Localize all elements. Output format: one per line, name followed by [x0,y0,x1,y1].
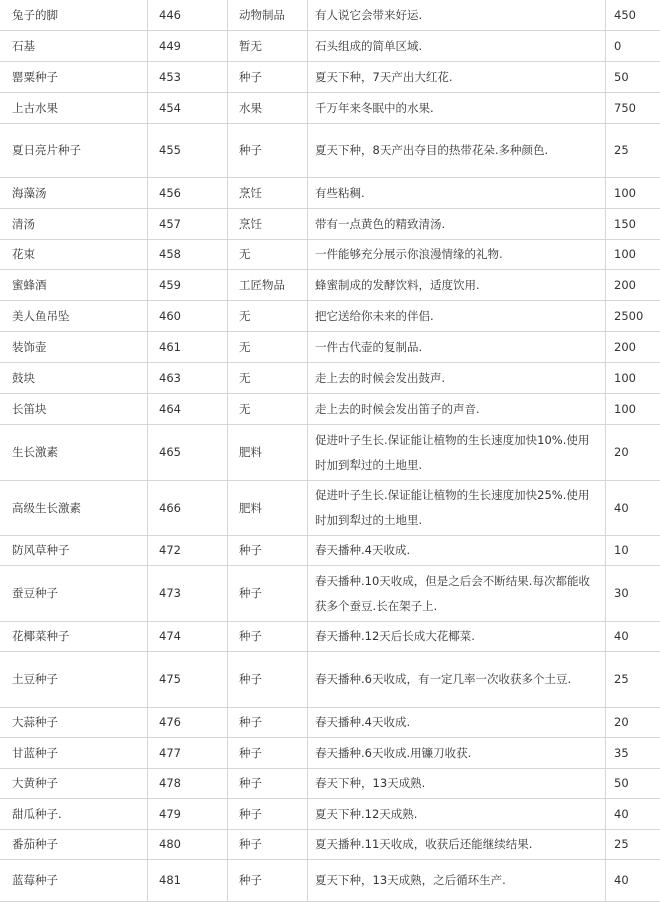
item-name-cell: 蜜蜂酒 [0,270,148,301]
item-description-cell: 春天播种.6天收成.用镰刀收获. [308,738,606,769]
item-category-cell: 种子 [228,738,308,769]
item-id-cell: 446 [148,0,228,31]
table-row [0,769,660,799]
item-category-cell: 种子 [228,708,308,738]
table-row [0,93,660,124]
item-category-cell: 肥料 [228,481,308,536]
item-category-cell: 无 [228,332,308,363]
table-row [0,301,660,332]
table-row [0,178,660,209]
table-row [0,270,660,301]
item-name-cell: 石基 [0,31,148,62]
item-description-cell: 春天播种.12天后长成大花椰菜. [308,622,606,652]
item-name-cell: 海藻汤 [0,178,148,209]
item-category-cell: 无 [228,363,308,394]
item-id-cell: 477 [148,738,228,769]
item-category-cell: 种子 [228,830,308,860]
table-row [0,0,660,31]
item-name-cell: 土豆种子 [0,652,148,708]
item-description-cell: 夏天下种.12天成熟. [308,799,606,830]
item-category-cell: 种子 [228,62,308,93]
item-category-cell: 种子 [228,799,308,830]
item-price-cell: 200 [606,270,660,301]
item-price-cell: 40 [606,481,660,536]
item-description-cell: 春天下种，13天成熟. [308,769,606,799]
item-name-cell: 装饰壶 [0,332,148,363]
item-description-cell: 走上去的时候会发出笛子的声音. [308,394,606,425]
item-id-cell: 465 [148,425,228,481]
item-category-cell: 无 [228,301,308,332]
item-name-cell: 夏日亮片种子 [0,124,148,178]
item-name-cell: 生长激素 [0,425,148,481]
item-id-cell: 479 [148,799,228,830]
item-category-cell: 暂无 [228,31,308,62]
item-category-cell: 烹饪 [228,209,308,240]
item-price-cell: 100 [606,363,660,394]
item-price-cell: 100 [606,394,660,425]
item-name-cell: 兔子的脚 [0,0,148,31]
item-price-cell: 200 [606,332,660,363]
table-row [0,738,660,769]
table-row [0,566,660,622]
item-id-cell: 476 [148,708,228,738]
item-description-cell: 促进叶子生长.保证能让植物的生长速度加快25%.使用时加到犁过的土地里. [308,481,606,536]
item-price-cell: 100 [606,178,660,209]
item-description-cell: 蜂蜜制成的发酵饮料，适度饮用. [308,270,606,301]
item-name-cell: 高级生长激素 [0,481,148,536]
item-category-cell: 种子 [228,536,308,566]
item-category-cell: 无 [228,240,308,270]
item-id-cell: 449 [148,31,228,62]
item-description-cell: 带有一点黄色的精致清汤. [308,209,606,240]
item-description-cell: 春天播种.4天收成. [308,708,606,738]
item-description-cell: 夏天下种，13天成熟，之后循环生产. [308,860,606,902]
item-category-cell: 种子 [228,622,308,652]
table-row [0,425,660,481]
item-category-cell: 无 [228,394,308,425]
item-price-cell: 450 [606,0,660,31]
item-id-cell: 481 [148,860,228,902]
item-name-cell: 甘蓝种子 [0,738,148,769]
item-description-cell: 把它送给你未来的伴侣. [308,301,606,332]
item-price-cell: 100 [606,240,660,270]
item-description-cell: 一件古代壶的复制品. [308,332,606,363]
item-price-cell: 750 [606,93,660,124]
item-description-cell: 促进叶子生长.保证能让植物的生长速度加快10%.使用时加到犁过的土地里. [308,425,606,481]
table-row [0,31,660,62]
table-row [0,394,660,425]
item-name-cell: 甜瓜种子. [0,799,148,830]
item-id-cell: 480 [148,830,228,860]
item-name-cell: 上古水果 [0,93,148,124]
item-name-cell: 蓝莓种子 [0,860,148,902]
item-id-cell: 460 [148,301,228,332]
item-description-cell: 夏天播种.11天收成，收获后还能继续结果. [308,830,606,860]
table-row [0,332,660,363]
table-row [0,799,660,830]
item-id-cell: 455 [148,124,228,178]
item-id-cell: 466 [148,481,228,536]
item-category-cell: 水果 [228,93,308,124]
item-name-cell: 蚕豆种子 [0,566,148,622]
item-description-cell: 有人说它会带来好运. [308,0,606,31]
item-category-cell: 工匠物品 [228,270,308,301]
item-description-cell: 有些粘稠. [308,178,606,209]
item-name-cell: 美人鱼吊坠 [0,301,148,332]
item-id-cell: 456 [148,178,228,209]
item-name-cell: 花椰菜种子 [0,622,148,652]
item-category-cell: 肥料 [228,425,308,481]
item-id-cell: 475 [148,652,228,708]
item-name-cell: 防风草种子 [0,536,148,566]
table-row [0,481,660,536]
table-row [0,62,660,93]
item-name-cell: 大蒜种子 [0,708,148,738]
item-description-cell: 石头组成的简单区域. [308,31,606,62]
item-description-cell: 夏天下种，8天产出夺目的热带花朵.多种颜色. [308,124,606,178]
item-name-cell: 清汤 [0,209,148,240]
item-price-cell: 40 [606,799,660,830]
item-price-cell: 25 [606,652,660,708]
item-id-cell: 458 [148,240,228,270]
table-row [0,363,660,394]
table-row [0,830,660,860]
item-price-cell: 35 [606,738,660,769]
item-description-cell: 春天播种.4天收成. [308,536,606,566]
item-price-cell: 25 [606,830,660,860]
table-row [0,536,660,566]
item-id-cell: 473 [148,566,228,622]
item-id-cell: 464 [148,394,228,425]
item-category-cell: 种子 [228,566,308,622]
item-price-cell: 50 [606,769,660,799]
item-description-cell: 夏天下种，7天产出大红花. [308,62,606,93]
item-category-cell: 烹饪 [228,178,308,209]
table-row [0,209,660,240]
item-id-cell: 454 [148,93,228,124]
item-category-cell: 种子 [228,652,308,708]
item-price-cell: 20 [606,708,660,738]
item-price-cell: 30 [606,566,660,622]
item-name-cell: 鼓块 [0,363,148,394]
item-price-cell: 50 [606,62,660,93]
item-name-cell: 罂粟种子 [0,62,148,93]
item-category-cell: 动物制品 [228,0,308,31]
item-description-cell: 一件能够充分展示你浪漫情缘的礼物. [308,240,606,270]
item-id-cell: 474 [148,622,228,652]
item-price-cell: 10 [606,536,660,566]
item-description-cell: 千万年来冬眠中的水果. [308,93,606,124]
item-price-cell: 25 [606,124,660,178]
item-price-cell: 40 [606,860,660,902]
item-id-cell: 457 [148,209,228,240]
table-row [0,708,660,738]
item-price-cell: 40 [606,622,660,652]
item-name-cell: 大黄种子 [0,769,148,799]
item-category-cell: 种子 [228,769,308,799]
item-description-cell: 春天播种.6天收成，有一定几率一次收获多个土豆. [308,652,606,708]
item-id-cell: 472 [148,536,228,566]
item-id-cell: 461 [148,332,228,363]
item-id-cell: 459 [148,270,228,301]
table-row [0,240,660,270]
item-category-cell: 种子 [228,124,308,178]
item-name-cell: 花束 [0,240,148,270]
item-id-cell: 463 [148,363,228,394]
item-price-cell: 150 [606,209,660,240]
item-name-cell: 番茄种子 [0,830,148,860]
table-row [0,860,660,902]
table-row [0,622,660,652]
item-description-cell: 春天播种.10天收成，但是之后会不断结果.每次都能收获多个蚕豆.长在架子上. [308,566,606,622]
table-row [0,124,660,178]
item-id-cell: 478 [148,769,228,799]
item-description-cell: 走上去的时候会发出鼓声. [308,363,606,394]
item-price-cell: 0 [606,31,660,62]
item-price-cell: 2500 [606,301,660,332]
item-price-cell: 20 [606,425,660,481]
item-category-cell: 种子 [228,860,308,902]
item-id-cell: 453 [148,62,228,93]
item-name-cell: 长笛块 [0,394,148,425]
table-row [0,652,660,708]
